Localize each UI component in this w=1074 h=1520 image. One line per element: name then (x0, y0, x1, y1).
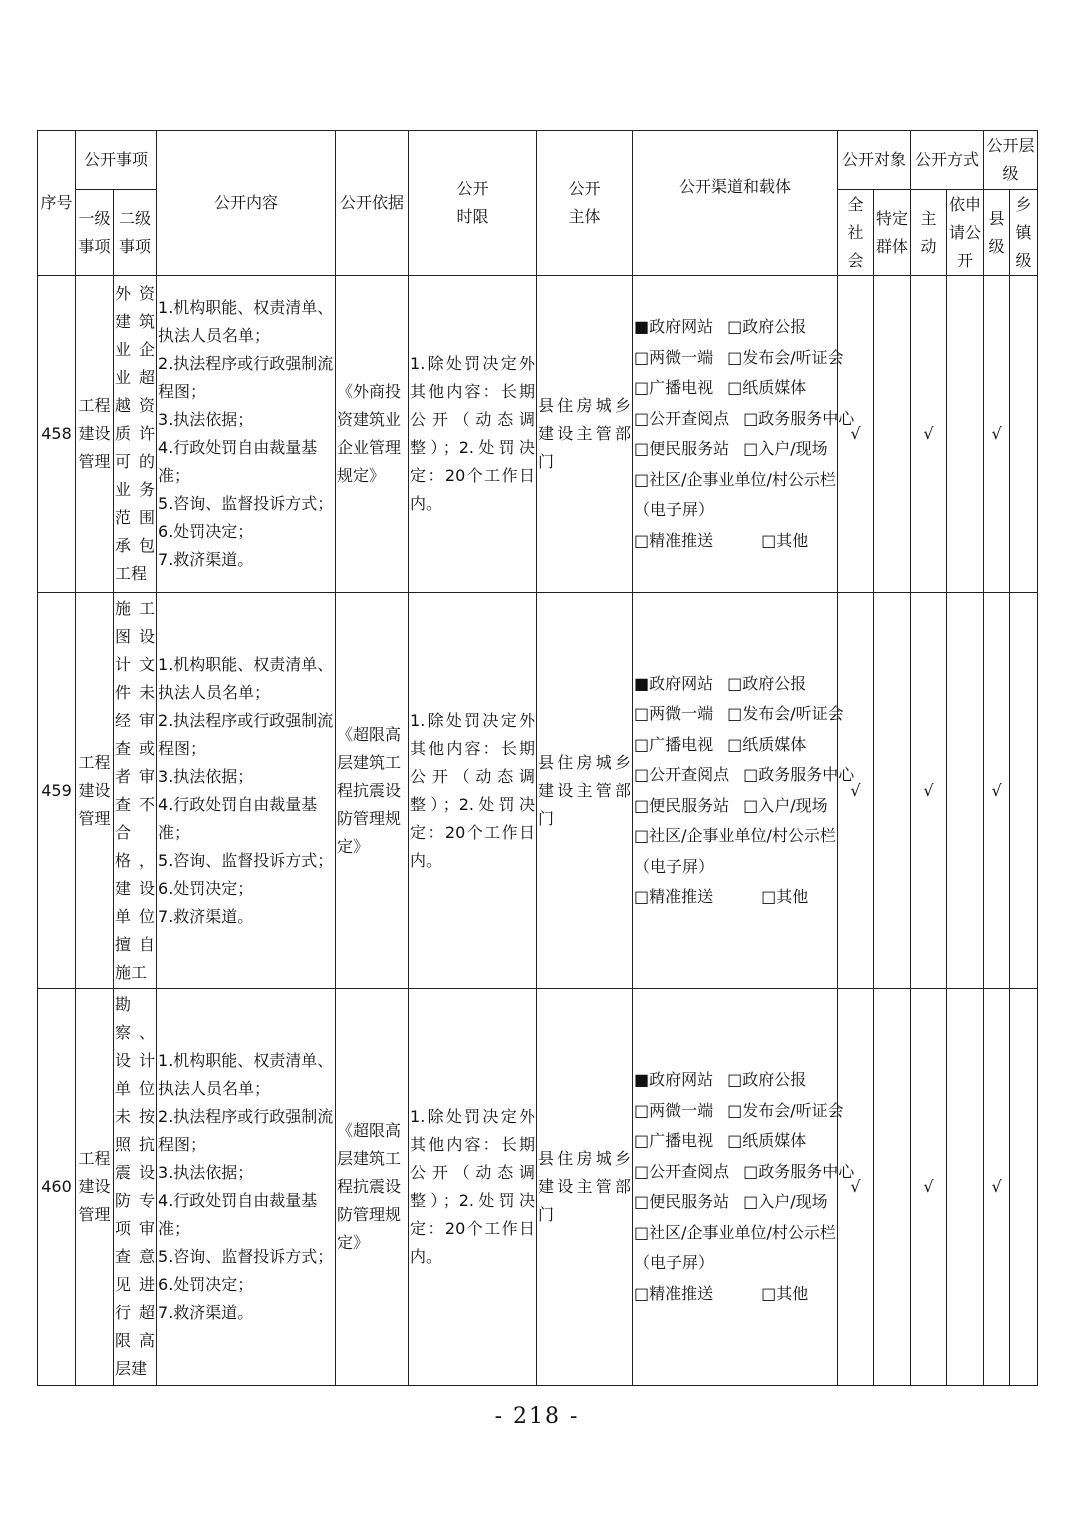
header-time-limit (409, 131, 537, 276)
channel-item: □社区/企事业单位/村公示栏（电子屏） (634, 469, 836, 519)
channel-item: □纸质媒体 (727, 1131, 807, 1150)
channel-item: □政府公报 (727, 673, 807, 693)
row-active: √ (911, 989, 947, 1386)
header-level-county-text: 县级 (988, 208, 1005, 256)
row-time-limit: 1.除处罚决定外其他内容：长期公开（动态调整）；2.处罚决定：20个工作日内。 (409, 276, 537, 593)
row-on-request (947, 276, 984, 593)
row-level2: 施工图设计文件未经审查或者审查不合格，建设单位擅自施工 (114, 593, 157, 989)
row-basis: 《外商投资建筑业企业管理规定》 (336, 276, 409, 593)
row-county: √ (984, 989, 1010, 1386)
header-channel: 公开渠道和载体 (633, 131, 838, 276)
content-line: 4.行政处罚自由裁量基准； (158, 438, 318, 485)
header-level-county (984, 190, 1010, 276)
header-subject-line1: 公开 (568, 179, 601, 198)
table-row (38, 593, 1038, 989)
disclosure-table (37, 130, 1038, 1386)
row-level1: 工程建设管理 (76, 276, 114, 593)
row-active: √ (911, 276, 947, 593)
content-line: 7.救济渠道。 (158, 906, 254, 926)
header-method-active-text: 主动 (920, 208, 937, 256)
channel-item: □精准推送 (634, 530, 714, 550)
channel-item: □其他 (761, 1283, 809, 1303)
channel-item: □广播电视 (634, 1131, 714, 1150)
row-no: 460 (38, 989, 76, 1386)
content-line: 5.咨询、监督投诉方式； (158, 850, 334, 870)
channel-item: □入户/现场 (743, 795, 828, 815)
header-target-specific: 特定群体 (874, 190, 911, 276)
row-county: √ (984, 276, 1010, 593)
channel-item: □公开查阅点 (634, 1161, 730, 1181)
content-line: 3.执法依据； (158, 410, 254, 429)
channel-item: □广播电视 (634, 378, 714, 397)
content-line: 5.咨询、监督投诉方式； (158, 1247, 334, 1266)
header-level2: 二级事项 (114, 190, 157, 276)
content-line: 3.执法依据； (158, 1163, 254, 1182)
channel-item: □社区/企事业单位/村公示栏（电子屏） (634, 826, 836, 876)
header-target: 公开对象 (838, 131, 911, 190)
row-town (1010, 593, 1038, 989)
header-level-town (1010, 190, 1038, 276)
channel-item: □纸质媒体 (727, 378, 807, 397)
channel-item: □其他 (761, 530, 809, 550)
row-content (157, 593, 336, 989)
header-subject (537, 131, 633, 276)
row-time-limit: 1.除处罚决定外其他内容：长期公开（动态调整）；2.处罚决定：20个工作日内。 (409, 593, 537, 989)
content-line: 5.咨询、监督投诉方式； (158, 494, 334, 513)
header-level-town-text: 乡镇级 (1015, 194, 1032, 270)
row-level2: 外资建筑业企业超越资质许可的业务范围承包工程 (114, 276, 157, 593)
header-seq: 序号 (38, 131, 76, 276)
channel-item: □精准推送 (634, 887, 714, 906)
channel-item: □政府公报 (727, 1070, 807, 1089)
header-matter: 公开事项 (76, 131, 157, 190)
row-town (1010, 989, 1038, 1386)
channel-item: □社区/企事业单位/村公示栏（电子屏） (634, 1222, 836, 1272)
header-method-apply: 依申请公开 (947, 190, 984, 276)
channel-item: □便民服务站 (634, 1192, 730, 1211)
channel-item: □精准推送 (634, 1283, 714, 1303)
channel-item: □政务服务中心 (743, 408, 855, 428)
header-method: 公开方式 (911, 131, 984, 190)
header-time-limit-line1: 公开 (456, 179, 489, 198)
content-line: 4.行政处罚自由裁量基准； (158, 1191, 318, 1238)
row-subject: 县住房城乡建设主管部门 (537, 989, 633, 1386)
channel-item: □发布会/听证会 (727, 347, 844, 367)
content-line: 6.处罚决定； (158, 1275, 254, 1294)
channel-item: □其他 (761, 887, 809, 906)
channel-item: □两微一端 (634, 347, 714, 367)
content-line: 4.行政处罚自由裁量基准； (158, 794, 318, 842)
header-subject-line2: 主体 (568, 207, 601, 226)
content-line: 2.执法程序或行政强制流程图； (158, 710, 334, 758)
channel-item: □两微一端 (634, 1100, 714, 1120)
header-level: 公开层级 (984, 131, 1038, 190)
channel-item: ■政府网站 (634, 673, 714, 693)
row-specific-group (874, 593, 911, 989)
row-all-society: √ (838, 276, 874, 593)
channel-item: □发布会/听证会 (727, 1100, 844, 1120)
row-basis: 《超限高层建筑工程抗震设防管理规定》 (336, 593, 409, 989)
row-channels (633, 989, 855, 1386)
channel-item: □入户/现场 (743, 439, 828, 458)
row-all-society: √ (838, 989, 874, 1386)
channel-item: □入户/现场 (743, 1192, 828, 1211)
content-line: 1.机构职能、权责清单、执法人员名单； (158, 1051, 334, 1098)
row-specific-group (874, 989, 911, 1386)
channel-item: □政务服务中心 (743, 1161, 855, 1181)
row-county: √ (984, 593, 1010, 989)
row-basis: 《超限高层建筑工程抗震设防管理规定》 (336, 989, 409, 1386)
channel-item: □发布会/听证会 (727, 704, 844, 723)
page-number: - 218 - (494, 1404, 580, 1429)
header-target-all (838, 190, 874, 276)
header-level1: 一级事项 (76, 190, 114, 276)
row-content (157, 989, 336, 1386)
row-no: 459 (38, 593, 76, 989)
channel-item: ■政府网站 (634, 1070, 714, 1089)
content-line: 3.执法依据； (158, 766, 254, 786)
row-level1: 工程建设管理 (76, 593, 114, 989)
table-row (38, 989, 1038, 1386)
row-all-society: √ (838, 593, 874, 989)
channel-item: □公开查阅点 (634, 408, 730, 428)
channel-item: □公开查阅点 (634, 765, 730, 784)
header-target-all-text: 全社会 (847, 194, 864, 270)
row-active: √ (911, 593, 947, 989)
channel-item: □两微一端 (634, 704, 714, 723)
content-line: 7.救济渠道。 (158, 1303, 254, 1322)
channel-item: □广播电视 (634, 734, 714, 754)
channel-item: □便民服务站 (634, 439, 730, 458)
row-subject: 县住房城乡建设主管部门 (537, 276, 633, 593)
row-time-limit: 1.除处罚决定外其他内容：长期公开（动态调整）；2.处罚决定：20个工作日内。 (409, 989, 537, 1386)
row-channels (633, 276, 855, 593)
header-basis: 公开依据 (336, 131, 409, 276)
content-line: 6.处罚决定； (158, 522, 254, 541)
row-level1: 工程建设管理 (76, 989, 114, 1386)
row-on-request (947, 593, 984, 989)
channel-item: ■政府网站 (634, 317, 714, 336)
row-channels (633, 593, 855, 989)
content-line: 6.处罚决定； (158, 878, 254, 898)
channel-item: □政府公报 (727, 317, 807, 336)
content-line: 1.机构职能、权责清单、执法人员名单； (158, 654, 334, 702)
row-specific-group (874, 276, 911, 593)
row-level2: 勘察、设计单位未按照抗震设防专项审查意见进行超限高层建 (114, 989, 157, 1386)
table-row (38, 276, 1038, 593)
row-on-request (947, 989, 984, 1386)
content-line: 1.机构职能、权责清单、执法人员名单； (158, 298, 334, 345)
channel-item: □便民服务站 (634, 795, 730, 815)
row-content (157, 276, 336, 593)
channel-item: □纸质媒体 (727, 734, 807, 754)
header-content: 公开内容 (157, 131, 336, 276)
header-method-active (911, 190, 947, 276)
row-no: 458 (38, 276, 76, 593)
content-line: 2.执法程序或行政强制流程图； (158, 1107, 334, 1154)
row-town (1010, 276, 1038, 593)
content-line: 2.执法程序或行政强制流程图； (158, 354, 334, 401)
header-time-limit-line2: 时限 (456, 207, 489, 226)
content-line: 7.救济渠道。 (158, 550, 254, 569)
row-subject: 县住房城乡建设主管部门 (537, 593, 633, 989)
channel-item: □政务服务中心 (743, 765, 855, 784)
